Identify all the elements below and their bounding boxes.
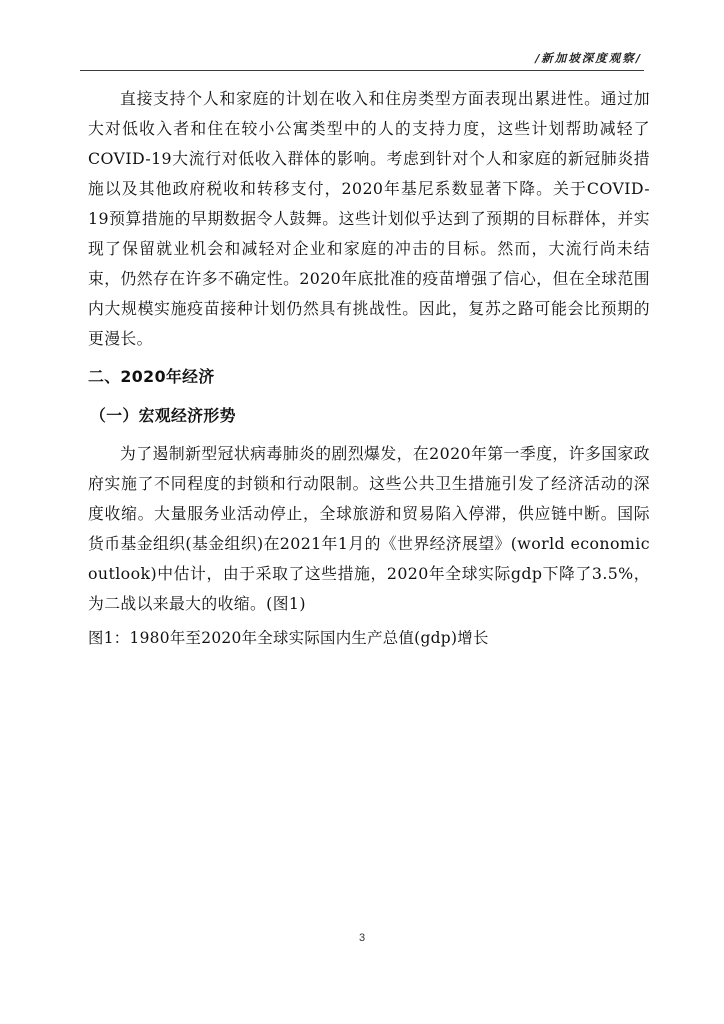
header-title: /新加坡深度观察/ <box>535 51 642 65</box>
section-heading: 二、2020年经济 <box>88 367 215 386</box>
page-header <box>80 48 644 71</box>
page-content <box>88 84 650 653</box>
body-paragraph-1: 直接支持个人和家庭的计划在收入和住房类型方面表现出累进性。通过加大对低收入者和住在较小公寓类型中的人的支持力度，这些计划帮助减轻了COVID-19大流行对低收入群体的影响。考虑到针对个人和家庭的新冠肺炎措施以及其他政府税收和转移支付，2020年基尼系数显著下降。关于COVID-19预算措施的早期数据令人鼓舞。这些计划似乎达到了预期的目标群体，并实现了保留就业机会和减轻对企业和家庭的冲击的目标。然而，大流行尚未结束，仍然存在许多不确定性。2020年底批准的疫苗增强了信心，但在全球范围内大规模实施疫苗接种计划仍然具有挑战性。因此，复苏之路可能会比预期的更漫长。 <box>88 89 650 348</box>
body-paragraph-2: 为了遏制新型冠状病毒肺炎的剧烈爆发，在2020年第一季度，许多国家政府实施了不同程度的封锁和行动限制。这些公共卫生措施引发了经济活动的深度收缩。大量服务业活动停止，全球旅游和贸易陷入停滞，供应链中断。国际货币基金组织(基金组织)在2021年1月的《世界经济展望》(world economic outlook)中估计，由于采取了这些措施，2020年全球实际gdp下降了3.5%，为二战以来最大的收缩。(图1) <box>88 444 650 613</box>
figure-caption: 图1：1980年至2020年全球实际国内生产总值(gdp)增长 <box>88 629 489 647</box>
subsection-heading: （一）宏观经济形势 <box>90 406 236 425</box>
page-number: 3 <box>358 932 366 944</box>
